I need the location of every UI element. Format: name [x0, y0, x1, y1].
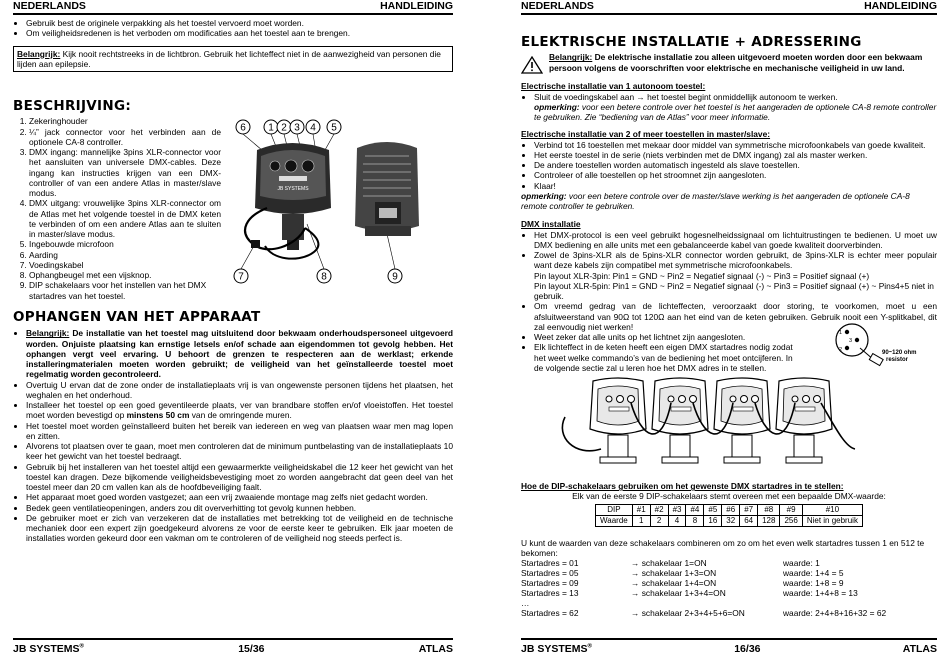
- list-item: 3. DMX ingang: mannelijke 3pins XLR-connector voor het aansluiten van universele DMX-cables. Deze ingang kan instructies krijgen van een DMX-controller of van een andere Atlas in master/slave modus.: [29, 147, 221, 198]
- table-cell: #9: [780, 504, 802, 515]
- address-examples: [521, 558, 937, 618]
- list-item: 2. ¼” jack connector voor het verbinden aan de optionele CA-8 controller.: [29, 127, 221, 148]
- table-row: [596, 515, 863, 526]
- table-cell: #3: [668, 504, 686, 515]
- table-cell: Niet in gebruik: [802, 515, 862, 526]
- page-header: [13, 0, 453, 15]
- table-cell: #7: [740, 504, 758, 515]
- table-cell: 2: [650, 515, 668, 526]
- footer-page-number: 16/36: [734, 643, 761, 655]
- callout-2: 2: [281, 122, 287, 134]
- masterslave-remark: opmerking: voor een betere controle over de master/slave werking is het aangeraden de optionele CA-8 remote controller te gebruiken.: [521, 190, 910, 212]
- example-address: Startadres = 13: [521, 588, 579, 599]
- example-address: Startadres = 62: [521, 608, 579, 619]
- footer-brand: JB SYSTEMS®: [13, 643, 84, 655]
- list-item: • Controleer of alle toestellen op het stroomnet zijn aangesloten.: [534, 170, 937, 180]
- dmx-heading: DMX installatie: [521, 219, 581, 230]
- item-tail: van de omringende muren.: [189, 410, 292, 421]
- warning-text: Kijk nooit rechtstreeks in de lichtbron. Gebruik het lichteffect niet in de aanwezigheid van personen die lijden aan epilepsie.: [17, 48, 441, 69]
- list-item: • Bedek geen ventilatieopeningen, anders zou dit oververhitting tot gevolg kunnen hebben.: [26, 503, 453, 513]
- list-item: 5. Ingebouwde microfoon: [29, 239, 221, 249]
- list-item: 7. Voedingskabel: [29, 260, 221, 270]
- page-footer: [521, 638, 937, 656]
- example-address: Startadres = 01: [521, 558, 579, 569]
- example-switches: → schakelaar 1=ON: [631, 558, 707, 569]
- pin-layout-5: Pin layout XLR-5pin: Pin1 = GND ~ Pin2 = Negatief signaal (-) ~ Pin3 = Positief signaal (+) ~ Pins4+5 niet in gebruik.: [534, 280, 934, 302]
- section-title-ophangen: OPHANGEN VAN HET APPARAAT: [13, 308, 261, 325]
- callout-5: 5: [331, 122, 337, 134]
- callout-4: 4: [310, 122, 316, 134]
- dip-table: [595, 504, 863, 527]
- list-item: • Het DMX-protocol is een veel gebruikt hogesnelheidssignaal om lichtuitrustingen te bedienen. U moet uw DMX bediening en alle units met een gebalanceerde kabel van goede kwaliteit doorverbinden.: [534, 230, 937, 251]
- caution-label: Belangrijk:: [549, 52, 593, 63]
- table-cell: #6: [722, 504, 740, 515]
- example-value: waarde: 1+4+8 = 13: [783, 588, 858, 599]
- list-item: • Het eerste toestel in de serie (niets verbinden met de DMX ingang) zal als master werken.: [534, 150, 937, 160]
- callout-9: 9: [392, 271, 398, 283]
- warning-box: [13, 46, 453, 73]
- list-item: 8. Ophangbeugel met een vijsknop.: [29, 270, 221, 280]
- intro-list: [13, 18, 453, 39]
- table-cell: #10: [802, 504, 862, 515]
- dip-subheading: Elk van de eerste 9 DIP-schakelaars stemt overeen met een bepaalde DMX-waarde:: [572, 491, 886, 502]
- list-item: 6. Aarding: [29, 250, 221, 260]
- caution-text: [549, 52, 937, 73]
- masterslave-list: [521, 140, 937, 191]
- xlr-resistor-figure: [830, 320, 930, 370]
- table-cell: #5: [704, 504, 722, 515]
- dmx-list: [521, 230, 937, 271]
- callout-8: 8: [321, 271, 327, 283]
- example-switches: → schakelaar 1+3=ON: [631, 568, 717, 579]
- table-cell: 1: [632, 515, 650, 526]
- table-cell: 4: [668, 515, 686, 526]
- list-item: • De andere toestellen worden automatisch ingesteld als slave toestellen.: [534, 160, 937, 170]
- example-switches: → schakelaar 1+3+4=ON: [631, 588, 726, 599]
- example-ellipsis: …: [521, 598, 530, 609]
- page-left: [13, 0, 453, 654]
- footer-model: ATLAS: [418, 643, 453, 655]
- pin-label-3: 3: [849, 338, 853, 345]
- example-value: waarde: 1+8 = 9: [783, 578, 844, 589]
- list-item: • Zowel de 3pins-XLR als de 5pins-XLR connector worden gebruikt, de 3pins-XLR is echter meer populair want deze kabels zijn compatibel met symmetrische microfoonkabels.: [534, 250, 937, 271]
- mounting-list: [13, 328, 453, 543]
- caution-body: De elektrische installatie zou alleen uitgevoerd moeten worden door een bekwaam persoon volgens de voorschriften voor elektrische en mechanische veiligheid in uw land.: [549, 52, 923, 73]
- table-cell: 16: [704, 515, 722, 526]
- resistor-label: 90~120 ohm resistor: [882, 350, 917, 364]
- list-item: • Het toestel moet worden geïnstalleerd buiten het bereik van iedereen en weg van plaatsen waar men mag lopen en zitten.: [26, 421, 453, 442]
- device-brand-label: JB SYSTEMS: [277, 186, 309, 193]
- list-item: • Het apparaat moet goed worden vastgezet; aan een vrij zwaaiende montage mag zelfs niet gedacht worden.: [26, 492, 453, 502]
- list-item: 4. DMX uitgang: vrouwelijke 3pins XLR-connector om de Atlas met het volgende toestel in de DMX keten te verbinden of om een andere Atlas aan te sluiten in master/slave modus.: [29, 198, 221, 239]
- list-item: [26, 328, 453, 379]
- table-cell: DIP: [596, 504, 633, 515]
- pin-label-1: 1: [839, 330, 843, 337]
- list-item: • Elk lichteffect in de keten heeft een eigen DMX startadres nodig zodat het weet welke commando’s van de bediening het moet ontcijferen. In de volgende sectie zal u leren hoe het DMX adres in te stellen.: [534, 342, 796, 373]
- footer-brand: JB SYSTEMS®: [521, 643, 592, 655]
- example-value: waarde: 1+4 = 5: [783, 568, 844, 579]
- callout-7: 7: [238, 271, 244, 283]
- pin-layout-3: Pin layout XLR-3pin: Pin1 = GND ~ Pin2 = Negatief signaal (-) ~ Pin3 = Positief signaal (+): [534, 270, 870, 281]
- example-address: Startadres = 09: [521, 578, 579, 589]
- table-cell: 32: [722, 515, 740, 526]
- item-text: Installeer het toestel op een goed geventileerde plaats, ver van brandbare stoffen en/of vloeistoffen. Het toestel moet worden bevestigd op: [26, 400, 453, 421]
- callout-6: 6: [240, 122, 246, 134]
- footer-page-number: 15/36: [238, 643, 265, 655]
- header-manual: HANDLEIDING: [864, 0, 937, 12]
- section-title-elektrisch: ELEKTRISCHE INSTALLATIE + ADRESSERING: [521, 34, 862, 50]
- autonomous-list: [521, 92, 937, 102]
- masterslave-heading: Electrische installatie van 2 of meer toestellen in master/slave:: [521, 129, 771, 140]
- page-right: [521, 0, 937, 654]
- example-switches: → schakelaar 2+3+4+5+6=ON: [631, 608, 745, 619]
- table-cell: 64: [740, 515, 758, 526]
- list-item: • Sluit de voedingskabel aan → het toestel begint onmiddellijk autonoom te werken.: [534, 92, 937, 102]
- example-switches: → schakelaar 1+4=ON: [631, 578, 717, 589]
- warning-triangle-icon: [521, 56, 543, 74]
- list-item: • Gebruik best de originele verpakking als het toestel vervoerd moet worden.: [26, 18, 453, 28]
- dip-intro: U kunt de waarden van deze schakelaars combineren om zo om het even welk startadres tussen 1 en 512 te bekomen:: [521, 537, 925, 558]
- list-item: • Verbind tot 16 toestellen met mekaar door middel van symmetrische microfoonkabels van goede kwaliteit.: [534, 140, 937, 150]
- list-item: • De gebruiker moet er zich van verzekeren dat de installaties met betrekking tot de veiligheid en de technische mechaniek door een expert zijn goedgekeurd alvorens ze voor de eerste keer te gebruiken. Elk jaar moeten de installaties worden gekeurd door een vakman om te controleren of de veiligheid nog steeds perfect is.: [26, 513, 453, 544]
- list-item: • Klaar!: [534, 181, 937, 191]
- example-value: waarde: 1: [783, 558, 820, 569]
- table-cell: Waarde: [596, 515, 633, 526]
- list-item: 9. DIP schakelaars voor het instellen van het DMX startadres van het toestel.: [29, 280, 221, 301]
- description-list: [13, 116, 221, 301]
- pin-label-2: 2: [839, 347, 843, 354]
- dmx-list-3: [521, 342, 796, 373]
- example-address: Startadres = 05: [521, 568, 579, 579]
- table-row: [596, 504, 863, 515]
- page-header: [521, 0, 937, 15]
- table-cell: #4: [686, 504, 704, 515]
- autonomous-remark: opmerking: voor een betere controle over het toestel is het aangeraden de optionele CA-8 remote controller te gebruiken. Zie “bediening van de Atlas” voor meer informatie.: [534, 101, 937, 123]
- item-bold: minstens 50 cm: [126, 410, 190, 421]
- important-label: Belangrijk:: [26, 328, 70, 339]
- page-footer: [13, 638, 453, 656]
- dmx-chain-figure: [525, 377, 925, 477]
- list-item: • Weet zeker dat alle units op het lichtnet zijn aangesloten.: [534, 332, 937, 342]
- list-item: • Alvorens tot plaatsen over te gaan, moet men controleren dat de minimum puntbelasting van de installatieplaats 10 keer het gewicht van het toestel bedraagt.: [26, 441, 453, 462]
- dip-heading: Hoe de DIP-schakelaars gebruiken om het gewenste DMX startadres in te stellen:: [521, 481, 844, 492]
- header-manual: HANDLEIDING: [380, 0, 453, 12]
- list-item: • Om vreemd gedrag van de lichteffecten, veroorzaakt door storing, te voorkomen, moet u een afsluitweerstand van 90Ω tot 120Ω aan het eind van de keten gebruiken. Gebruik nooit een Y-splitkabel, dit zal eenvoudig niet werken!: [534, 301, 937, 332]
- callout-3: 3: [294, 122, 300, 134]
- header-language: NEDERLANDS: [13, 0, 86, 12]
- section-title-beschrijving: BESCHRIJVING:: [13, 98, 132, 114]
- table-cell: 8: [686, 515, 704, 526]
- table-cell: #1: [632, 504, 650, 515]
- table-cell: #2: [650, 504, 668, 515]
- important-text: De installatie van het toestel mag uitsluitend door bekwaam onderhoudspersoneel uitgevoerd worden. Onjuiste plaatsing kan ernstige letsels en/of schade aan eigendommen tot gevolg hebben. Het ophangen vergt veel ervaring. U behoort de grenzen te respecteren aan de werklast; erkende installeringmaterialen moeten worden gebruikt; de veiligheid van het geïnstalleerde toestel moet regelmatig worden gecontroleerd.: [26, 328, 453, 380]
- example-value: waarde: 2+4+8+16+32 = 62: [783, 608, 887, 619]
- list-item: 1. Zekeringhouder: [29, 116, 221, 126]
- table-cell: 256: [780, 515, 802, 526]
- header-language: NEDERLANDS: [521, 0, 594, 12]
- autonomous-heading: Electrische installatie van 1 autonoom toestel:: [521, 81, 706, 92]
- list-item: • Gebruik bij het installeren van het toestel altijd een gewaarmerkte veiligheidskabel die 12 keer het gewicht van het toestel kan dragen. Deze bijkomende veiligheidsbevestiging moet zo worden aangebracht dat geen deel van het toestel meer dan 20 cm vallen kan als de hoofdbeveiliging faalt.: [26, 462, 453, 493]
- list-item: [26, 400, 453, 421]
- device-figure: [227, 116, 449, 288]
- warning-label: Belangrijk:: [17, 48, 61, 59]
- callout-1: 1: [268, 122, 274, 134]
- footer-model: ATLAS: [902, 643, 937, 655]
- list-item: • Overtuig U ervan dat de zone onder de installatieplaats vrij is van ongewenste personen tijdens het plaatsen, het weghalen en het onderhoud.: [26, 380, 453, 401]
- table-cell: 128: [758, 515, 780, 526]
- table-cell: #8: [758, 504, 780, 515]
- list-item: • Om veiligheidsredenen is het verboden om modificaties aan het toestel aan te brengen.: [26, 28, 453, 38]
